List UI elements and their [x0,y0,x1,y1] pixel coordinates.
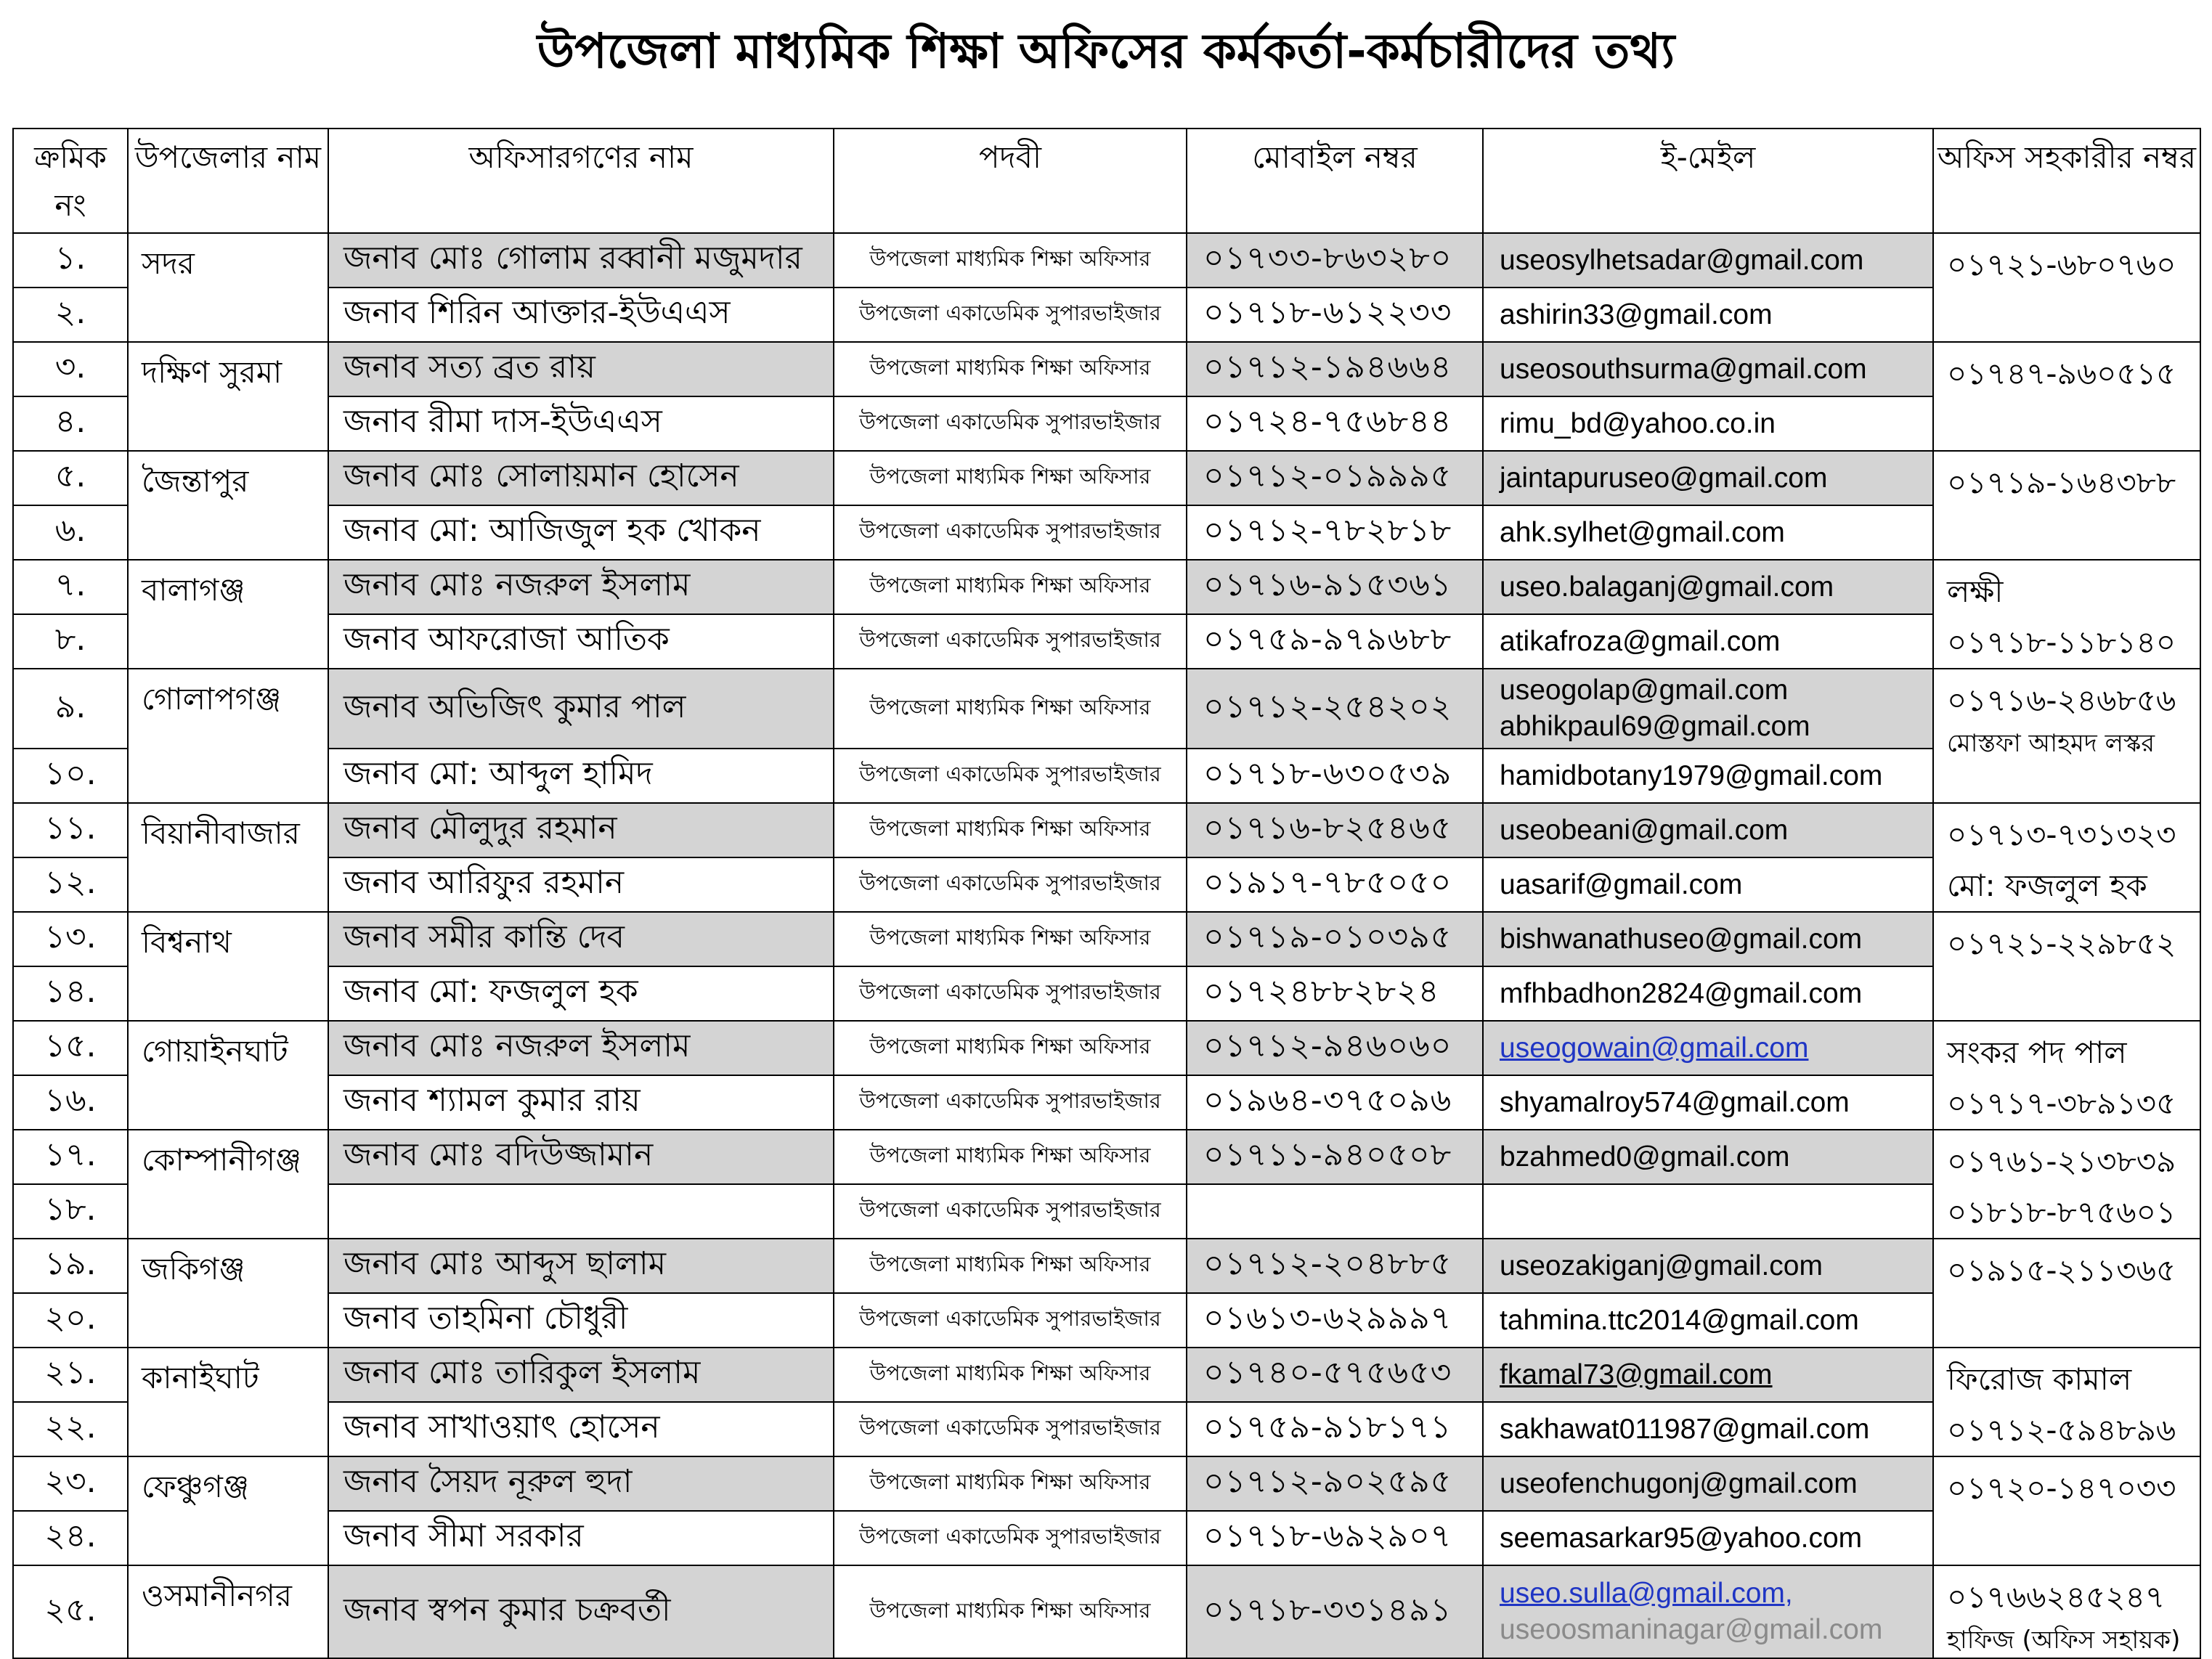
serial-cell: ৮. [13,614,128,669]
mobile-cell: ০১৭৫৯-৯৭৯৬৮৮ [1187,614,1483,669]
serial-cell: ১১. [13,803,128,857]
designation-cell: উপজেলা মাধ্যমিক শিক্ষা অফিসার [834,1239,1187,1293]
officer-name-cell: জনাব শ্যামল কুমার রায় [328,1075,834,1130]
table-row [13,1456,2200,1511]
table-row [13,1348,2200,1402]
mobile-cell: ০১৭১২-১৯৪৬৬৪ [1187,342,1483,396]
upazila-cell: সদর [128,233,328,342]
serial-cell: ১৬. [13,1075,128,1130]
designation-cell: উপজেলা একাডেমিক সুপারভাইজার [834,749,1187,803]
upazila-cell: দক্ষিণ সুরমা [128,342,328,451]
mobile-cell: ০১৭১৮-৬৩০৫৩৯ [1187,749,1483,803]
mobile-cell: ০১৭৫৯-৯১৮১৭১ [1187,1402,1483,1456]
email-cell [1483,233,1933,288]
header-designation: পদবী [834,129,1187,233]
designation-cell: উপজেলা মাধ্যমিক শিক্ষা অফিসার [834,451,1187,505]
serial-cell: ১৮. [13,1184,128,1239]
email-address: fkamal73@gmail.com [1500,1358,1773,1390]
designation-cell: উপজেলা মাধ্যমিক শিক্ষা অফিসার [834,803,1187,857]
serial-cell: ৫. [13,451,128,505]
table-row [13,1075,2200,1130]
email-address: atikafroza@gmail.com [1500,625,1781,657]
assistant-cell [1933,560,2200,669]
table-row [13,1511,2200,1565]
assistant-line: মোস্তফা আহমদ লস্কর [1947,729,2155,758]
officer-name-cell: জনাব মোঃ সোলায়মান হোসেন [328,451,834,505]
table-row [13,966,2200,1021]
email-address: sakhawat011987@gmail.com [1500,1413,1870,1445]
email-address[interactable]: useo.sulla@gmail.com, [1500,1578,1793,1609]
mobile-cell: ০১৭১১-৯৪০৫০৮ [1187,1130,1483,1184]
assistant-cell [1933,1021,2200,1130]
officer-name-cell: জনাব অভিজিৎ কুমার পাল [328,669,834,749]
staff-table [12,128,2201,1659]
officer-name-cell: জনাব মো: ফজলুল হক [328,966,834,1021]
mobile-cell: ০১৭১৮-৩৩১৪৯১ [1187,1565,1483,1658]
table-body [13,233,2200,1658]
email-address: useosouthsurma@gmail.com [1500,353,1867,385]
serial-cell: ৯. [13,669,128,749]
email-address: jaintapuruseo@gmail.com [1500,462,1828,494]
mobile-cell: ০১৬১৩-৬২৯৯৯৭ [1187,1293,1483,1348]
assistant-line: ফিরোজ কামাল [1947,1361,2132,1397]
serial-cell: ২. [13,288,128,342]
email-cell [1483,803,1933,857]
serial-cell: ২৪. [13,1511,128,1565]
officer-name-cell: জনাব মোঃ গোলাম রব্বানী মজুমদার [328,233,834,288]
email-cell [1483,288,1933,342]
assistant-cell [1933,451,2200,560]
assistant-line: ০১৭১৩-৭৩১৩২৩ [1947,817,2176,852]
assistant-line: ০১৭৬৬২৪৫২৪৭ [1947,1579,2166,1615]
officer-name-cell: জনাব মোঃ আব্দুস ছালাম [328,1239,834,1293]
assistant-cell [1933,1348,2200,1456]
email-address: useo.balaganj@gmail.com [1500,571,1834,603]
assistant-line: ০১৭১৬-২৪৬৮৫৬ [1947,682,2176,718]
mobile-cell: ০১৭৩৩-৮৬৩২৮০ [1187,233,1483,288]
email-cell [1483,912,1933,966]
designation-cell: উপজেলা মাধ্যমিক শিক্ষা অফিসার [834,560,1187,614]
header-row [13,129,2200,233]
serial-cell: ১৭. [13,1130,128,1184]
designation-cell: উপজেলা একাডেমিক সুপারভাইজার [834,857,1187,912]
table-row [13,1239,2200,1293]
serial-cell: ১২. [13,857,128,912]
serial-cell: ৩. [13,342,128,396]
table-row [13,288,2200,342]
email-cell [1483,1348,1933,1402]
mobile-cell: ০১৭১৬-৮২৫৪৬৫ [1187,803,1483,857]
table-row [13,1184,2200,1239]
table-row [13,1021,2200,1075]
assistant-line: ০১৯১৫-২১১৩৬৫ [1947,1252,2176,1288]
table-row [13,912,2200,966]
upazila-cell: বিয়ানীবাজার [128,803,328,912]
email-address: seemasarkar95@yahoo.com [1500,1522,1863,1554]
designation-cell: উপজেলা একাডেমিক সুপারভাইজার [834,505,1187,560]
designation-cell: উপজেলা একাডেমিক সুপারভাইজার [834,288,1187,342]
upazila-cell: গোলাপগঞ্জ [128,669,328,803]
mobile-cell: ০১৭১২-২৫৪২০২ [1187,669,1483,749]
mobile-cell: ০১৭২৪-৭৫৬৮৪৪ [1187,396,1483,451]
email-cell [1483,560,1933,614]
header-officer: অফিসারগণের নাম [328,129,834,233]
mobile-cell: ০১৭৪০-৫৭৫৬৫৩ [1187,1348,1483,1402]
table-row [13,1565,2200,1658]
assistant-line: মো: ফজলুল হক [1947,868,2147,903]
upazila-cell: বিশ্বনাথ [128,912,328,1021]
serial-cell: ৪. [13,396,128,451]
email-address: useobeani@gmail.com [1500,814,1789,846]
designation-cell: উপজেলা মাধ্যমিক শিক্ষা অফিসার [834,1130,1187,1184]
officer-name-cell: জনাব সৈয়দ নূরুল হুদা [328,1456,834,1511]
upazila-cell: কানাইঘাট [128,1348,328,1456]
assistant-line: ০১৭২১-২২৯৮৫২ [1947,926,2176,961]
upazila-cell: ফেঞ্চুগঞ্জ [128,1456,328,1565]
serial-cell: ১৩. [13,912,128,966]
email-address: hamidbotany1979@gmail.com [1500,759,1883,791]
designation-cell: উপজেলা মাধ্যমিক শিক্ষা অফিসার [834,1021,1187,1075]
email-cell [1483,1021,1933,1075]
serial-cell: ১৯. [13,1239,128,1293]
assistant-line: ০১৭১২-৫৯৪৮৯৬ [1947,1412,2176,1448]
officer-name-cell: জনাব মো: আজিজুল হক খোকন [328,505,834,560]
email-cell [1483,1565,1933,1658]
designation-cell: উপজেলা মাধ্যমিক শিক্ষা অফিসার [834,342,1187,396]
designation-cell: উপজেলা মাধ্যমিক শিক্ষা অফিসার [834,1348,1187,1402]
assistant-line: ০১৭১৮-১১৮১৪০ [1947,624,2176,660]
assistant-line: সংকর পদ পাল [1947,1035,2127,1070]
email-address: ashirin33@gmail.com [1500,298,1773,330]
mobile-cell: ০১৭১২-০১৯৯৯৫ [1187,451,1483,505]
assistant-cell [1933,803,2200,912]
designation-cell: উপজেলা একাডেমিক সুপারভাইজার [834,396,1187,451]
assistant-line: ০১৮১৮-৮৭৫৬০১ [1947,1194,2176,1230]
officer-name-cell: জনাব মোঃ নজরুল ইসলাম [328,560,834,614]
assistant-line: ০১৭১৭-৩৮৯১৩৫ [1947,1085,2176,1121]
table-row [13,1293,2200,1348]
email-address[interactable]: useogowain@gmail.com [1500,1032,1809,1064]
mobile-cell: ০১৭১২-৭৮২৮১৮ [1187,505,1483,560]
assistant-line: ০১৭২০-১৪৭০৩৩ [1947,1470,2176,1506]
email-cell [1483,749,1933,803]
email-cell [1483,505,1933,560]
designation-cell: উপজেলা একাডেমিক সুপারভাইজার [834,966,1187,1021]
table-row [13,560,2200,614]
mobile-cell: ০১৭১৯-০১০৩৯৫ [1187,912,1483,966]
email-address: bishwanathuseo@gmail.com [1500,923,1863,955]
mobile-cell: ০১৭১৮-৬১২২৩৩ [1187,288,1483,342]
email-address: useogolap@gmail.com [1500,674,1789,706]
email-address: useozakiganj@gmail.com [1500,1250,1823,1281]
officer-name-cell: জনাব সাখাওয়াৎ হোসেন [328,1402,834,1456]
email-cell [1483,1402,1933,1456]
mobile-cell: ০১৭১২-২০৪৮৮৫ [1187,1239,1483,1293]
upazila-cell: জকিগঞ্জ [128,1239,328,1348]
table-row [13,342,2200,396]
email-cell [1483,396,1933,451]
mobile-cell: ০১৭১৮-৬৯২৯০৭ [1187,1511,1483,1565]
assistant-cell [1933,912,2200,1021]
serial-cell: ২০. [13,1293,128,1348]
serial-cell: ১০. [13,749,128,803]
designation-cell: উপজেলা একাডেমিক সুপারভাইজার [834,614,1187,669]
table-row [13,1130,2200,1184]
designation-cell: উপজেলা মাধ্যমিক শিক্ষা অফিসার [834,233,1187,288]
officer-name-cell [328,1184,834,1239]
designation-cell: উপজেলা মাধ্যমিক শিক্ষা অফিসার [834,1565,1187,1658]
assistant-cell [1933,669,2200,803]
table-row [13,1402,2200,1456]
upazila-cell: জৈন্তাপুর [128,451,328,560]
upazila-cell: কোম্পানীগঞ্জ [128,1130,328,1239]
email-cell [1483,1184,1933,1239]
officer-name-cell: জনাব মৌলুদুর রহমান [328,803,834,857]
mobile-cell: ০১৭১২-৯৪৬০৬০ [1187,1021,1483,1075]
mobile-cell: ০১৯১৭-৭৮৫০৫০ [1187,857,1483,912]
serial-cell: ২২. [13,1402,128,1456]
officer-name-cell: জনাব রীমা দাস-ইউএএস [328,396,834,451]
officer-name-cell: জনাব মোঃ তারিকুল ইসলাম [328,1348,834,1402]
email-cell [1483,451,1933,505]
officer-name-cell: জনাব আরিফুর রহমান [328,857,834,912]
assistant-cell [1933,342,2200,451]
designation-cell: উপজেলা মাধ্যমিক শিক্ষা অফিসার [834,912,1187,966]
header-serial: ক্রমিক নং [13,129,128,233]
designation-cell: উপজেলা একাডেমিক সুপারভাইজার [834,1402,1187,1456]
serial-cell: ১৫. [13,1021,128,1075]
email-address: tahmina.ttc2014@gmail.com [1500,1304,1859,1336]
officer-name-cell: জনাব সীমা সরকার [328,1511,834,1565]
serial-cell: ৭. [13,560,128,614]
table-row [13,451,2200,505]
email-address: useofenchugonj@gmail.com [1500,1467,1858,1499]
email-cell [1483,1075,1933,1130]
email-address: bzahmed0@gmail.com [1500,1141,1790,1173]
header-upazila: উপজেলার নাম [128,129,328,233]
email-cell [1483,1130,1933,1184]
serial-cell: ২১. [13,1348,128,1402]
table-row [13,803,2200,857]
assistant-cell [1933,233,2200,342]
email-address: shyamalroy574@gmail.com [1500,1086,1850,1118]
email-cell [1483,342,1933,396]
email-address: abhikpaul69@gmail.com [1500,711,1810,742]
assistant-cell [1933,1456,2200,1565]
table-row [13,614,2200,669]
email-address: rimu_bd@yahoo.co.in [1500,407,1776,439]
assistant-line: ০১৭১৯-১৬৪৩৮৮ [1947,465,2176,500]
header-assistant: অফিস সহকারীর নম্বর [1933,129,2200,233]
assistant-line: হাফিজ (অফিস সহায়ক) [1947,1626,2181,1655]
assistant-cell [1933,1565,2200,1658]
designation-cell: উপজেলা একাডেমিক সুপারভাইজার [834,1075,1187,1130]
email-cell [1483,1293,1933,1348]
table-row [13,669,2200,749]
email-address: uasarif@gmail.com [1500,868,1743,900]
officer-name-cell: জনাব সত্য ব্রত রায় [328,342,834,396]
table-row [13,233,2200,288]
email-cell [1483,614,1933,669]
assistant-line: লক্ষী [1947,574,2004,609]
officer-name-cell: জনাব মোঃ নজরুল ইসলাম [328,1021,834,1075]
serial-cell: ২৫. [13,1565,128,1658]
header-mobile: মোবাইল নম্বর [1187,129,1483,233]
officer-name-cell: জনাব সমীর কান্তি দেব [328,912,834,966]
email-cell [1483,966,1933,1021]
mobile-cell: ০১৭১২-৯০২৫৯৫ [1187,1456,1483,1511]
email-cell [1483,669,1933,749]
upazila-cell: গোয়াইনঘাট [128,1021,328,1130]
assistant-line: ০১৭৬১-২১৩৮৩৯ [1947,1144,2176,1179]
email-cell [1483,1456,1933,1511]
designation-cell: উপজেলা একাডেমিক সুপারভাইজার [834,1184,1187,1239]
mobile-cell [1187,1184,1483,1239]
serial-cell: ৬. [13,505,128,560]
assistant-cell [1933,1130,2200,1239]
officer-name-cell: জনাব স্বপন কুমার চক্রবর্তী [328,1565,834,1658]
mobile-cell: ০১৭২৪৮৮২৮২৪ [1187,966,1483,1021]
header-email: ই-মেইল [1483,129,1933,233]
email-address: mfhbadhon2824@gmail.com [1500,977,1863,1009]
officer-name-cell: জনাব মো: আব্দুল হামিদ [328,749,834,803]
assistant-line: ০১৭২১-৬৮০৭৬০ [1947,247,2176,282]
mobile-cell: ০১৯৬৪-৩৭৫০৯৬ [1187,1075,1483,1130]
upazila-cell: ওসমানীনগর [128,1565,328,1658]
serial-cell: ১৪. [13,966,128,1021]
serial-cell: ২৩. [13,1456,128,1511]
officer-name-cell: জনাব আফরোজা আতিক [328,614,834,669]
page-title: উপজেলা মাধ্যমিক শিক্ষা অফিসের কর্মকর্তা-কর্মচারীদের তথ্য [537,23,1675,79]
assistant-cell [1933,1239,2200,1348]
table-row [13,857,2200,912]
serial-cell: ১. [13,233,128,288]
officer-name-cell: জনাব তাহমিনা চৌধুরী [328,1293,834,1348]
designation-cell: উপজেলা মাধ্যমিক শিক্ষা অফিসার [834,1456,1187,1511]
officer-name-cell: জনাব মোঃ বদিউজ্জামান [328,1130,834,1184]
assistant-line: ০১৭৪৭-৯৬০৫১৫ [1947,356,2176,391]
email-cell [1483,1511,1933,1565]
table-row [13,396,2200,451]
table-row [13,749,2200,803]
table-row [13,505,2200,560]
email-address: useosylhetsadar@gmail.com [1500,244,1864,276]
designation-cell: উপজেলা মাধ্যমিক শিক্ষা অফিসার [834,669,1187,749]
email-cell [1483,1239,1933,1293]
upazila-cell: বালাগঞ্জ [128,560,328,669]
email-address: ahk.sylhet@gmail.com [1500,516,1785,548]
designation-cell: উপজেলা একাডেমিক সুপারভাইজার [834,1293,1187,1348]
email-cell [1483,857,1933,912]
mobile-cell: ০১৭১৬-৯১৫৩৬১ [1187,560,1483,614]
officer-name-cell: জনাব শিরিন আক্তার-ইউএএস [328,288,834,342]
email-address: useoosmaninagar@gmail.com [1500,1614,1883,1645]
designation-cell: উপজেলা একাডেমিক সুপারভাইজার [834,1511,1187,1565]
